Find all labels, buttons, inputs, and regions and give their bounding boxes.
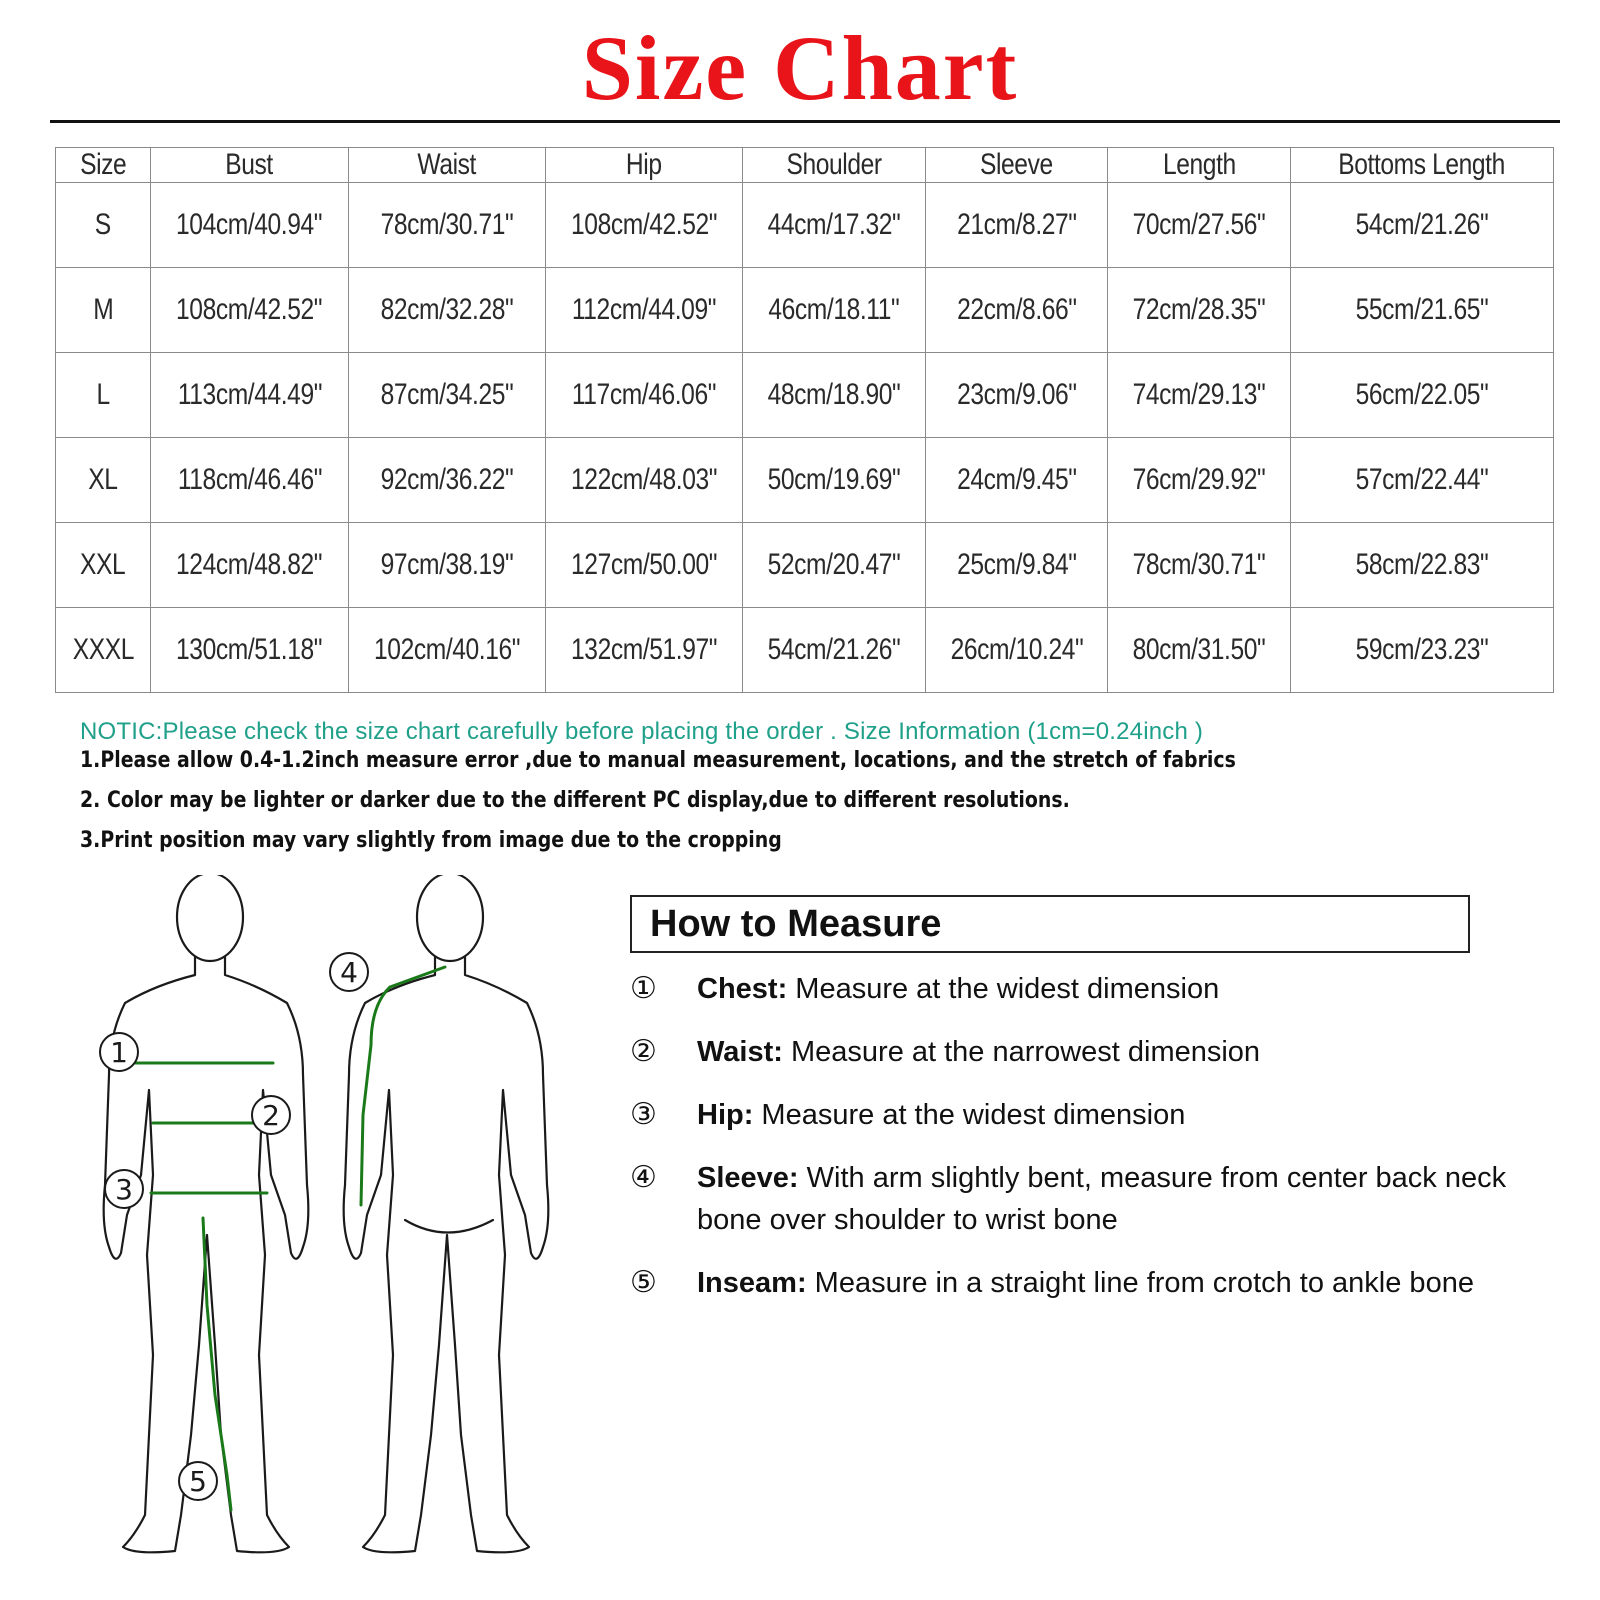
how-to-measure-title: How to Measure	[650, 903, 942, 945]
cell-bottoms-length: 57cm/22.44"	[1291, 438, 1554, 523]
header-length: Length	[1108, 148, 1291, 183]
step-label: Hip:	[697, 1099, 754, 1131]
cell-bottoms-length: 59cm/23.23"	[1291, 608, 1554, 693]
step-text: Measure at the widest dimension	[753, 1099, 1186, 1131]
tip-1: 1.Please allow 0.4-1.2inch measure error ,due to manual measurement, locations, and the stretch of fabrics	[80, 748, 1236, 773]
title-divider	[50, 120, 1560, 123]
cell-bottoms-length: 58cm/22.83"	[1291, 523, 1554, 608]
header-size: Size	[56, 148, 151, 183]
cell-bust: 108cm/42.52"	[151, 268, 349, 353]
cell-waist: 78cm/30.71"	[349, 183, 546, 268]
step-text: Measure at the narrowest dimension	[782, 1036, 1261, 1068]
cell-hip: 117cm/46.06"	[546, 353, 743, 438]
marker-4: 4	[340, 956, 358, 989]
step-text: Measure at the widest dimension	[787, 973, 1220, 1005]
cell-length: 78cm/30.71"	[1108, 523, 1291, 608]
header-hip: Hip	[546, 148, 743, 183]
step-number: ④	[630, 1160, 657, 1195]
step-label: Inseam:	[697, 1267, 807, 1299]
tip-2: 2. Color may be lighter or darker due to the different PC display,due to different resolutions.	[80, 788, 1070, 813]
cell-shoulder: 54cm/21.26"	[743, 608, 926, 693]
marker-2: 2	[262, 1099, 280, 1132]
table-row	[56, 608, 1554, 693]
cell-bust: 113cm/44.49"	[151, 353, 349, 438]
cell-bust: 104cm/40.94"	[151, 183, 349, 268]
cell-shoulder: 52cm/20.47"	[743, 523, 926, 608]
cell-size: S	[56, 183, 151, 268]
cell-shoulder: 44cm/17.32"	[743, 183, 926, 268]
cell-length: 70cm/27.56"	[1108, 183, 1291, 268]
header-waist: Waist	[349, 148, 546, 183]
marker-1: 1	[110, 1036, 128, 1069]
cell-size: L	[56, 353, 151, 438]
cell-size: XXXL	[56, 608, 151, 693]
table-row	[56, 523, 1554, 608]
step-label: Waist:	[697, 1036, 783, 1068]
header-bottoms-length: Bottoms Length	[1291, 148, 1554, 183]
step-number: ⑤	[630, 1265, 657, 1300]
cell-hip: 122cm/48.03"	[546, 438, 743, 523]
cell-bottoms-length: 56cm/22.05"	[1291, 353, 1554, 438]
step-label: Sleeve:	[697, 1162, 799, 1194]
table-row	[56, 353, 1554, 438]
cell-hip: 132cm/51.97"	[546, 608, 743, 693]
marker-5: 5	[189, 1465, 207, 1498]
cell-length: 80cm/31.50"	[1108, 608, 1291, 693]
cell-waist: 92cm/36.22"	[349, 438, 546, 523]
cell-size: XXL	[56, 523, 151, 608]
step-number: ③	[630, 1097, 657, 1132]
cell-sleeve: 23cm/9.06"	[926, 353, 1108, 438]
cell-shoulder: 50cm/19.69"	[743, 438, 926, 523]
cell-size: M	[56, 268, 151, 353]
cell-sleeve: 25cm/9.84"	[926, 523, 1108, 608]
table-row	[56, 438, 1554, 523]
cell-length: 74cm/29.13"	[1108, 353, 1291, 438]
page-title: Size Chart	[581, 17, 1019, 119]
cell-waist: 102cm/40.16"	[349, 608, 546, 693]
cell-bust: 130cm/51.18"	[151, 608, 349, 693]
cell-waist: 97cm/38.19"	[349, 523, 546, 608]
step-number: ①	[630, 971, 657, 1006]
tip-3: 3.Print position may vary slightly from image due to the cropping	[80, 828, 782, 853]
cell-length: 72cm/28.35"	[1108, 268, 1291, 353]
cell-length: 76cm/29.92"	[1108, 438, 1291, 523]
step-text: With arm slightly bent, measure from center back neck bone over shoulder to wrist bone	[697, 1162, 1507, 1236]
how-to-measure-header	[630, 895, 1470, 953]
cell-bust: 118cm/46.46"	[151, 438, 349, 523]
notice-text: NOTIC:Please check the size chart carefully before placing the order . Size Information (1cm=0.24inch )	[80, 718, 1204, 745]
front-body-figure	[104, 875, 309, 1552]
cell-sleeve: 22cm/8.66"	[926, 268, 1108, 353]
cell-waist: 82cm/32.28"	[349, 268, 546, 353]
cell-sleeve: 21cm/8.27"	[926, 183, 1108, 268]
cell-waist: 87cm/34.25"	[349, 353, 546, 438]
cell-sleeve: 24cm/9.45"	[926, 438, 1108, 523]
cell-sleeve: 26cm/10.24"	[926, 608, 1108, 693]
table-header-row	[56, 148, 1554, 183]
back-body-figure	[344, 875, 549, 1552]
cell-bottoms-length: 54cm/21.26"	[1291, 183, 1554, 268]
table-row	[56, 183, 1554, 268]
cell-size: XL	[56, 438, 151, 523]
cell-bottoms-length: 55cm/21.65"	[1291, 268, 1554, 353]
table-row	[56, 268, 1554, 353]
step-number: ②	[630, 1034, 657, 1069]
header-bust: Bust	[151, 148, 349, 183]
cell-hip: 112cm/44.09"	[546, 268, 743, 353]
cell-hip: 127cm/50.00"	[546, 523, 743, 608]
header-shoulder: Shoulder	[743, 148, 926, 183]
step-text: Measure in a straight line from crotch to ankle bone	[806, 1267, 1474, 1299]
marker-3: 3	[115, 1173, 133, 1206]
header-sleeve: Sleeve	[926, 148, 1108, 183]
body-measurement-figures	[95, 875, 585, 1585]
cell-hip: 108cm/42.52"	[546, 183, 743, 268]
step-label: Chest:	[697, 973, 788, 1005]
cell-shoulder: 46cm/18.11"	[743, 268, 926, 353]
cell-shoulder: 48cm/18.90"	[743, 353, 926, 438]
size-table	[55, 147, 1554, 693]
cell-bust: 124cm/48.82"	[151, 523, 349, 608]
